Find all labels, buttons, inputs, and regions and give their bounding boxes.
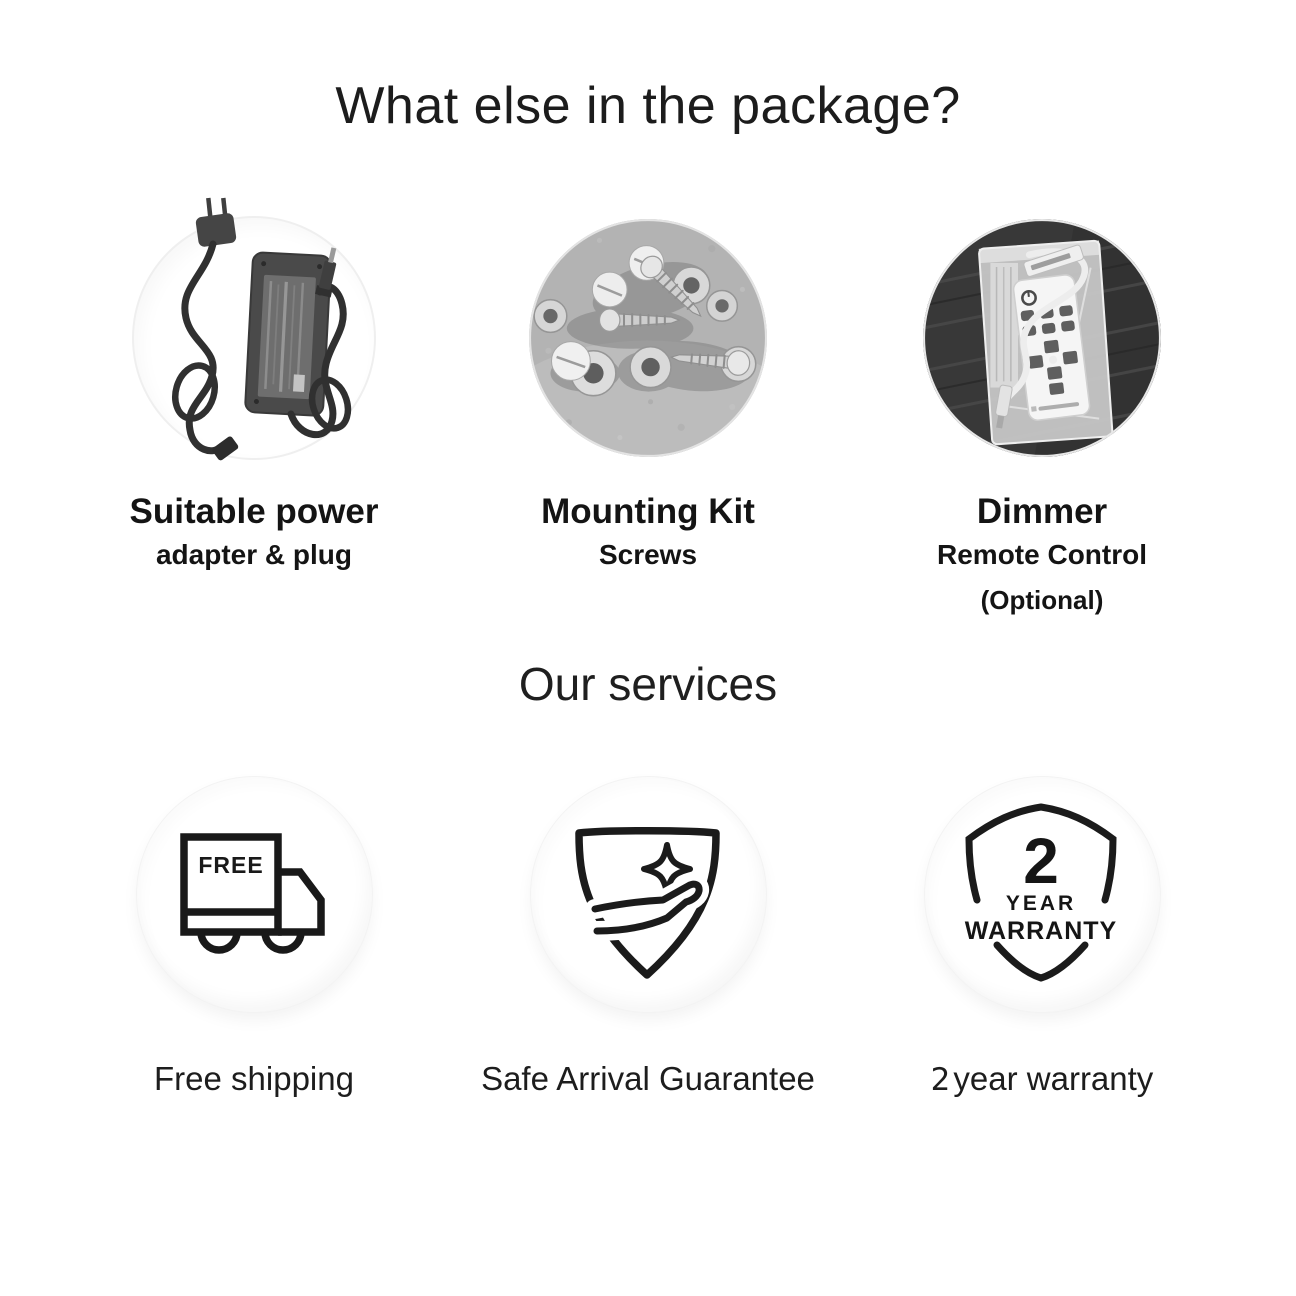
mounting-screws-illustration: [528, 218, 768, 458]
us-plug-icon: [195, 198, 237, 248]
package-item-note: (Optional): [980, 585, 1104, 615]
power-adapter-illustration: [129, 192, 379, 484]
warranty-shield-icon: [925, 777, 1160, 1012]
service-caption: [931, 1062, 1154, 1096]
dimmer-remote-in-bag-photo: [922, 218, 1162, 458]
service-free-shipping: [74, 777, 434, 1096]
warranty-warranty-label: WARRANTY: [964, 917, 1117, 945]
package-item-subtitle: Remote Control: [937, 539, 1147, 570]
free-shipping-badge: [137, 777, 372, 1012]
truck-free-label: FREE: [197, 852, 264, 878]
services-title: Our services: [518, 658, 778, 710]
mounting-screws-photo: [528, 218, 768, 458]
caption-text: year warranty: [953, 1060, 1154, 1097]
warranty-year-label: YEAR: [1005, 892, 1076, 915]
power-adapter-photo: [134, 218, 374, 458]
instruction-paper: [990, 263, 1018, 388]
package-item-mounting-kit: [468, 218, 828, 613]
warranty-shield-bottom: [997, 945, 1085, 978]
package-item-dimmer: [862, 218, 1222, 613]
truck-cab: [278, 872, 321, 932]
package-item-title: Dimmer: [976, 492, 1108, 531]
service-caption: Free shipping: [154, 1060, 354, 1097]
adapter-brick: [245, 252, 331, 416]
page-title: What else in the package?: [335, 77, 961, 135]
warranty-number: 2: [1022, 825, 1059, 897]
package-item-title: Suitable power: [129, 492, 379, 531]
package-item-power-adapter: [74, 218, 434, 613]
package-item-subtitle: adapter & plug: [155, 539, 352, 570]
ac-inlet-connector: [211, 435, 239, 461]
safe-arrival-badge: [531, 777, 766, 1012]
services-section: [0, 777, 1296, 1096]
service-caption: Safe Arrival Guarantee: [481, 1060, 815, 1097]
package-item-title: Mounting Kit: [541, 492, 755, 531]
free-shipping-truck-icon: [137, 777, 372, 1012]
service-warranty: [862, 777, 1222, 1096]
warranty-badge: [925, 777, 1160, 1012]
ac-cord-loop: [169, 361, 220, 423]
package-section: [0, 218, 1296, 613]
dimmer-remote-illustration: [922, 218, 1162, 458]
package-item-subtitle: Screws: [598, 539, 698, 570]
caption-number: 2: [930, 1062, 951, 1098]
safe-arrival-shield-icon: [531, 777, 766, 1012]
service-safe-arrival: [468, 777, 828, 1096]
